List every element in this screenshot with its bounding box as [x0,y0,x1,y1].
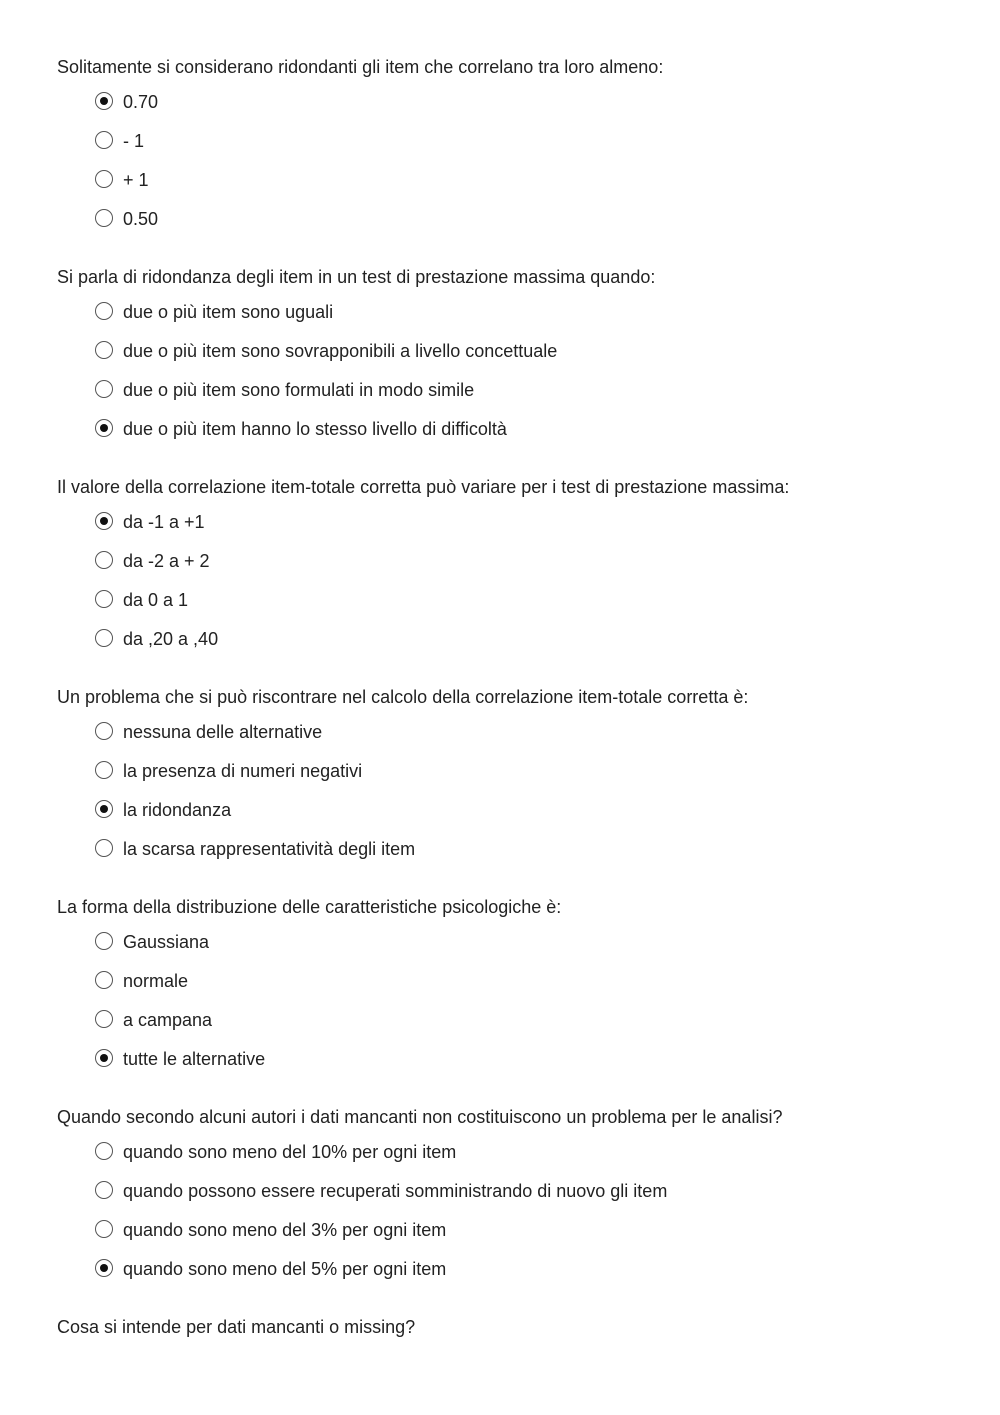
option-label: due o più item sono formulati in modo simile [123,380,475,400]
question-6 [57,1106,957,1298]
option-2[interactable] [95,971,957,1010]
radio-dot-icon [100,97,108,105]
option-4[interactable] [95,1259,957,1298]
option-label: due o più item hanno lo stesso livello di difficoltà [123,419,507,439]
option-label: quando possono essere recuperati somministrando di nuovo gli item [123,1181,668,1201]
option-3[interactable] [95,590,957,629]
option-label: da 0 a 1 [123,590,189,610]
radio-button[interactable] [95,131,113,149]
option-label: + 1 [123,170,149,190]
radio-button[interactable] [95,209,113,227]
radio-dot-icon [100,1264,108,1272]
option-2[interactable] [95,761,957,800]
radio-button[interactable] [95,1142,113,1160]
option-3[interactable] [95,1010,957,1049]
radio-button[interactable] [95,590,113,608]
radio-dot-icon [100,805,108,813]
radio-dot-icon [100,424,108,432]
option-label: quando sono meno del 5% per ogni item [123,1259,447,1279]
option-label: la ridondanza [123,800,232,820]
option-1[interactable] [95,932,957,971]
question-text: Si parla di ridondanza degli item in un test di prestazione massima quando: [57,267,656,287]
option-label: tutte le alternative [123,1049,266,1069]
option-1[interactable] [95,722,957,761]
radio-button[interactable] [95,341,113,359]
question-7 [57,1316,957,1338]
radio-button[interactable] [95,419,113,437]
option-label: Gaussiana [123,932,210,952]
radio-button[interactable] [95,1181,113,1199]
option-label: 0.50 [123,209,159,229]
option-list [57,302,957,458]
radio-button[interactable] [95,92,113,110]
question-text: Cosa si intende per dati mancanti o missing? [57,1317,416,1337]
radio-button[interactable] [95,1049,113,1067]
radio-button[interactable] [95,551,113,569]
radio-button[interactable] [95,1220,113,1238]
radio-button[interactable] [95,761,113,779]
option-2[interactable] [95,1181,957,1220]
option-list [57,722,957,878]
question-text: Il valore della correlazione item-totale corretta può variare per i test di prestazione massima: [57,477,790,497]
option-1[interactable] [95,1142,957,1181]
option-4[interactable] [95,419,957,458]
option-label: normale [123,971,189,991]
question-text: Solitamente si considerano ridondanti gli item che correlano tra loro almeno: [57,57,664,77]
radio-button[interactable] [95,932,113,950]
option-label: da -2 a + 2 [123,551,210,571]
option-label: due o più item sono sovrapponibili a livello concettuale [123,341,558,361]
option-list [57,1142,957,1298]
question-text: Quando secondo alcuni autori i dati mancanti non costituiscono un problema per le analisi? [57,1107,783,1127]
radio-button[interactable] [95,302,113,320]
option-2[interactable] [95,341,957,380]
option-label: a campana [123,1010,213,1030]
option-label: la presenza di numeri negativi [123,761,363,781]
option-1[interactable] [95,512,957,551]
option-list [57,932,957,1088]
radio-button[interactable] [95,380,113,398]
question-3 [57,476,957,668]
option-label: nessuna delle alternative [123,722,323,742]
option-label: da -1 a +1 [123,512,205,532]
radio-dot-icon [100,517,108,525]
option-3[interactable] [95,380,957,419]
option-label: due o più item sono uguali [123,302,334,322]
question-2 [57,266,957,458]
radio-button[interactable] [95,971,113,989]
option-list [57,512,957,668]
option-label: 0.70 [123,92,159,112]
option-1[interactable] [95,92,957,131]
option-label: quando sono meno del 10% per ogni item [123,1142,457,1162]
radio-button[interactable] [95,629,113,647]
option-3[interactable] [95,800,957,839]
radio-button[interactable] [95,512,113,530]
radio-button[interactable] [95,1010,113,1028]
question-1 [57,56,957,248]
radio-button[interactable] [95,170,113,188]
radio-dot-icon [100,1054,108,1062]
option-3[interactable] [95,170,957,209]
radio-button[interactable] [95,800,113,818]
option-4[interactable] [95,839,957,878]
option-4[interactable] [95,1049,957,1088]
question-5 [57,896,957,1088]
option-4[interactable] [95,629,957,668]
option-label: da ,20 a ,40 [123,629,219,649]
radio-button[interactable] [95,839,113,857]
question-4 [57,686,957,878]
option-4[interactable] [95,209,957,248]
option-2[interactable] [95,551,957,590]
option-2[interactable] [95,131,957,170]
option-label: la scarsa rappresentatività degli item [123,839,416,859]
radio-button[interactable] [95,1259,113,1277]
option-3[interactable] [95,1220,957,1259]
option-1[interactable] [95,302,957,341]
radio-button[interactable] [95,722,113,740]
option-label: - 1 [123,131,145,151]
option-label: quando sono meno del 3% per ogni item [123,1220,447,1240]
option-list [57,92,957,248]
question-text: Un problema che si può riscontrare nel calcolo della correlazione item-totale corretta è: [57,687,749,707]
question-text: La forma della distribuzione delle caratteristiche psicologiche è: [57,897,562,917]
